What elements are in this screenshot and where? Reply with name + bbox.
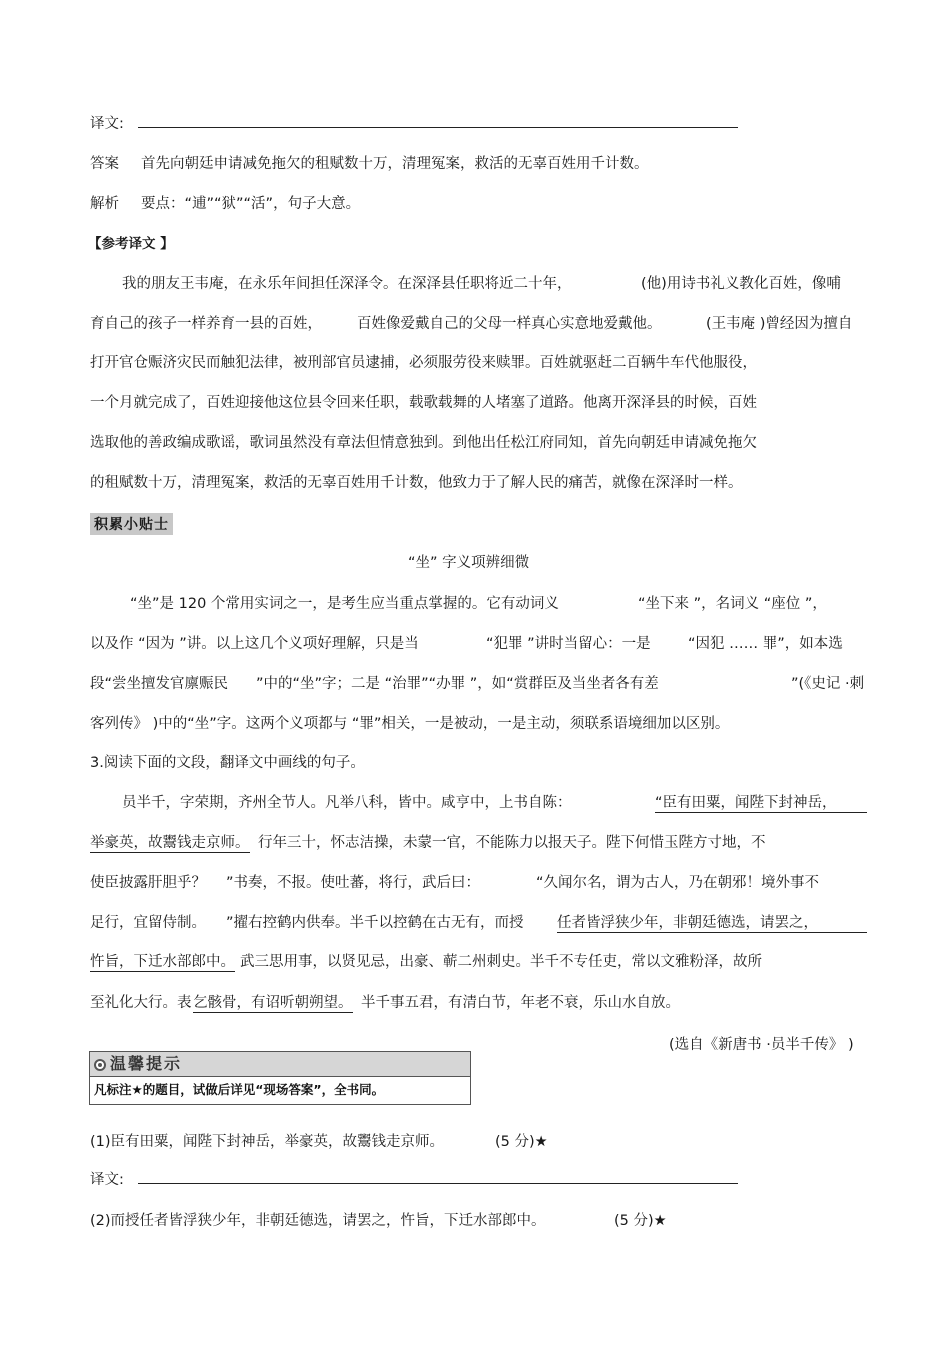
sub-question-1-answer-line [138,1169,738,1184]
zuo-line-1b: “坐下来 ”，名词义 “座位 ”， [638,596,827,612]
sub-question-1: (1)臣有田粟，闻陛下封神岳，举豪英，故鬻钱走京师。 [90,1134,445,1150]
ref-line-1a: 我的朋友王韦庵，在永乐年间担任深泽令。在深泽县任职将近二十年， [122,276,572,292]
q3-line-3a: 使臣披露肝胆乎？ [90,875,206,891]
ref-line-2a: 育自己的孩子一样养育一县的百姓， [90,316,322,332]
zuo-line-1a: “坐”是 120 个常用实词之一，是考生应当重点掌握的。它有动词义 [130,596,559,612]
ref-line-4: 一个月就完成了，百姓迎接他这位县令回来任职，载歌载舞的人堵塞了道路。他离开深泽县的时候，百姓 [90,395,757,411]
sub-question-2-score: (5 分)★ [614,1213,667,1229]
zuo-line-2c: “因犯 …… 罪”，如本选 [688,636,843,652]
question-3-title: 3.阅读下面的文段，翻译文中画线的句子。 [90,755,365,771]
answer-label: 答案 [90,156,119,172]
ref-line-6: 的租赋数十万，清理冤案，救活的无辜百姓用千计数，他致力于了解人民的痛苦，就像在深泽时一样。 [90,475,743,491]
zuo-line-2a: 以及作 “因为 ”讲。以上这几个义项好理解，只是当 [90,636,419,652]
sub-question-2: (2)而授任者皆浮狭少年，非朝廷德选，请罢之，忤旨，下迁水部郎中。 [90,1213,546,1229]
q3-source: (选自《新唐书 ·员半千传》 ) [669,1037,854,1053]
analysis-label: 解析 [90,196,119,212]
q3-line-4b: ”擢右控鹤内供奉。半千以控鹤在古无有，而授 [226,915,524,931]
q3-line-3b: ”书奏，不报。使吐蕃，将行，武后曰： [226,875,481,891]
q3-underlined-1: “臣有田粟，闻陛下封神岳， [655,791,867,813]
q3-line-4a: 足行，宜留侍制。 [90,915,206,931]
q3-line-6c: 半千事五君，有清白节，年老不衰，乐山水自放。 [361,995,680,1011]
q3-underlined-2: 任者皆浮狭少年，非朝廷德选，请罢之， [557,911,867,933]
sub-question-1-score: (5 分)★ [495,1134,548,1150]
ref-line-2c: (王韦庵 )曾经因为擅自 [706,316,853,332]
zuo-line-3c: ”(《史记 ·刺 [791,676,865,692]
zuo-line-4: 客列传》 )中的“坐”字。这两个义项都与 “罪”相关，一是被动，一是主动，须联系语境细加以区别。 [90,716,730,732]
q3-line-6a: 至礼化大行。表 [90,995,192,1011]
ref-line-5: 选取他的善政编成歌谣，歌词虽然没有章法但情意独到。到他出任松江府同知，首先向朝廷申请减免拖欠 [90,435,757,451]
q3-line-1a: 员半千，字荣期，齐州全节人。凡举八科，皆中。咸亨中，上书自陈： [122,795,572,811]
q3-line-2b: 行年三十，怀志洁操，未蒙一官，不能陈力以报天子。陛下何惜玉陛方寸地，不 [258,835,766,851]
zuo-line-3a: 段“尝坐擅发官廪赈民 [90,676,229,692]
answer-blank-line [138,113,738,128]
warm-tip-title: 温馨提示 [110,1054,183,1073]
reference-translation-title: 【参考译文 】 [88,236,174,252]
warm-tip-box [89,1051,471,1105]
q3-line-5b: 武三思用事，以贤见忌，出豪、蕲二州刺史。半千不专任吏，常以文雅粉泽，故所 [240,954,762,970]
q3-line-3c: “久闻尔名，谓为古人，乃在朝邪！境外事不 [536,875,820,891]
tips-tag: 积累小贴士 [90,513,173,535]
warm-tip-header [90,1052,470,1077]
warm-tip-text: 凡标注★的题目，试做后详见“现场答案”，全书同。 [94,1082,385,1097]
ref-line-1b: (他)用诗书礼义教化百姓，像哺 [641,276,841,292]
analysis-text: 要点：“逋”“狱”“活”，句子大意。 [141,196,361,212]
zuo-line-2b: “犯罪 ”讲时当留心：一是 [486,636,651,652]
q3-underlined-1-cont: 举豪英，故鬻钱走京师。 [90,831,250,853]
sub-question-1-translation-label: 译文: [90,1172,124,1188]
ref-line-2b: 百姓像爱戴自己的父母一样真心实意地爱戴他。 [357,316,662,332]
q3-underlined-2-cont: 忤旨，下迁水部郎中。 [90,950,235,972]
bullet-circle-icon [94,1059,106,1071]
zuo-line-3b: ”中的“坐”字；二是 “治罪”“办罪 ”，如“赏群臣及当坐者各有差 [256,676,659,692]
zuo-title: “坐” 字义项辨细微 [408,555,530,571]
q3-underlined-3: 乞骸骨，有诏听朝朔望。 [193,991,353,1013]
translation-label: 译文: [90,116,124,132]
ref-line-3: 打开官仓赈济灾民而触犯法律，被刑部官员逮捕，必须服劳役来赎罪。百姓就驱赶二百辆牛车代他服役， [90,355,757,371]
answer-text: 首先向朝廷申请减免拖欠的租赋数十万，清理冤案，救活的无辜百姓用千计数。 [141,156,649,172]
